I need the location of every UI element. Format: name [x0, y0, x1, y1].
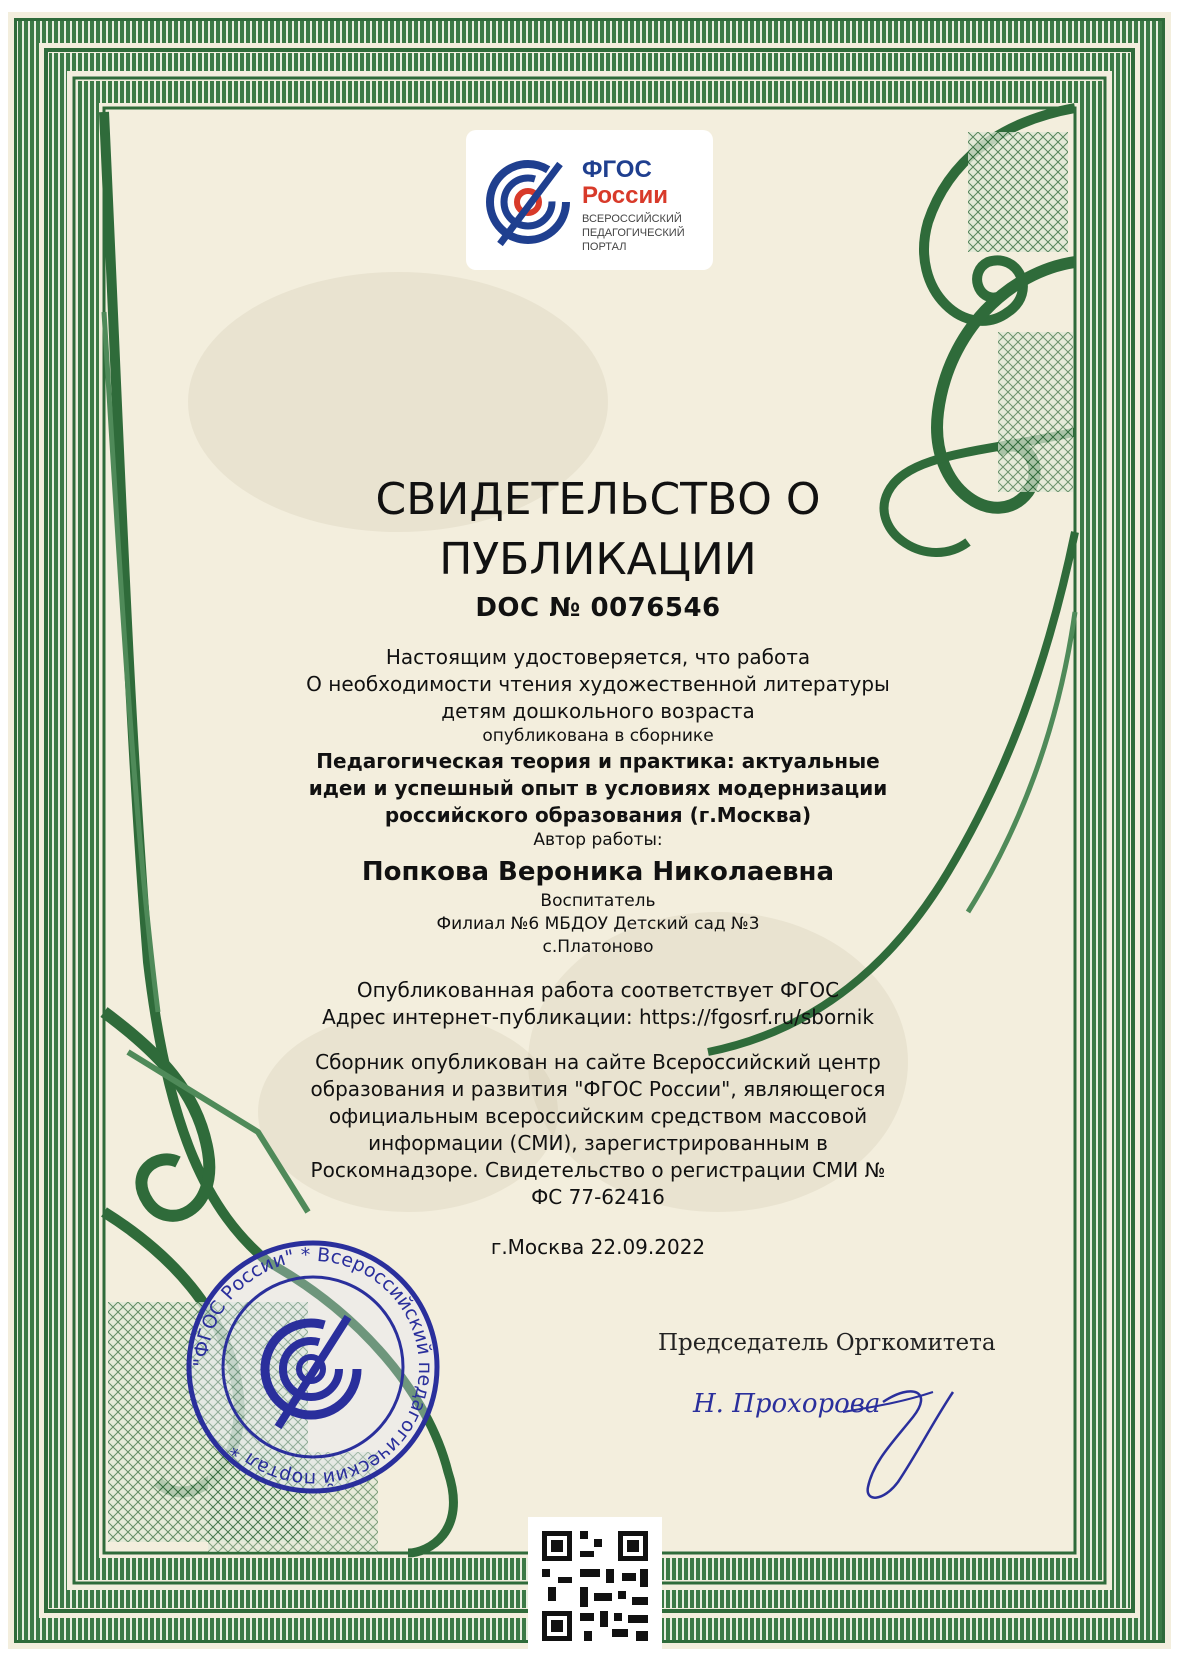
- published-in-label: опубликована в сборнике: [482, 726, 714, 746]
- statement-text: Сборник опубликован на сайте Всероссийский центр: [315, 1050, 881, 1074]
- logo-subtitle: ВСЕРОССИЙСКИЙ ПЕДАГОГИЧЕСКИЙ ПОРТАЛ: [582, 213, 685, 253]
- intro-text: Настоящим удостоверяется, что работа: [385, 645, 811, 669]
- official-seal: [183, 1237, 443, 1497]
- author-locality: с.Платоново: [542, 937, 654, 957]
- certificate-title: ПУБЛИКАЦИИ: [439, 534, 757, 585]
- work-title: детям дошкольного возраста: [441, 699, 755, 723]
- signature-text: Н. Прохорова: [693, 1389, 881, 1419]
- author-label: Автор работы:: [533, 830, 663, 850]
- certificate-sheet: [8, 12, 1171, 1649]
- handwritten-signature: [683, 1372, 983, 1512]
- seal-text: "ФГОС России" * Всероссийский педагогический портал *: [189, 1243, 437, 1491]
- collection-title: российского образования (г.Москва): [384, 803, 812, 827]
- author-organization: Филиал №6 МБДОУ Детский сад №3: [436, 914, 760, 934]
- doc-number: DOC № 0076546: [475, 593, 721, 623]
- collection-title: Педагогическая теория и практика: актуальные: [316, 749, 880, 773]
- statement-text: информации (СМИ), зарегистрированным в: [368, 1131, 828, 1155]
- statement-text: ФС 77-62416: [531, 1185, 665, 1209]
- collection-title: идеи и успешный опыт в условиях модернизации: [308, 776, 888, 800]
- author-position: Воспитатель: [540, 891, 656, 911]
- work-title: О необходимости чтения художественной литературы: [306, 672, 890, 696]
- logo-title-red: России: [582, 182, 668, 209]
- statement-text: образования и развития "ФГОС России", являющегося: [310, 1077, 886, 1101]
- qr-code[interactable]: [528, 1517, 662, 1655]
- issue-date: г.Москва 22.09.2022: [490, 1235, 706, 1259]
- certificate-title: СВИДЕТЕЛЬСТВО О: [375, 474, 821, 525]
- fgos-logo-icon: [480, 144, 580, 254]
- publication-address: Адрес интернет-публикации: https://fgosrf.ru/sbornik: [322, 1005, 874, 1029]
- statement-text: Роскомнадзоре. Свидетельство о регистрации СМИ №: [310, 1158, 886, 1182]
- logo-title: ФГОС: [582, 156, 652, 183]
- statement-text: официальным всероссийским средством массовой: [328, 1104, 868, 1128]
- fgos-compliance: Опубликованная работа соответствует ФГОС: [356, 978, 840, 1002]
- certificate-body: [268, 470, 928, 1261]
- author-name: Попкова Вероника Николаевна: [361, 857, 835, 887]
- signature-label: Председатель Оргкомитета: [658, 1330, 996, 1356]
- fgos-logo: [466, 130, 713, 270]
